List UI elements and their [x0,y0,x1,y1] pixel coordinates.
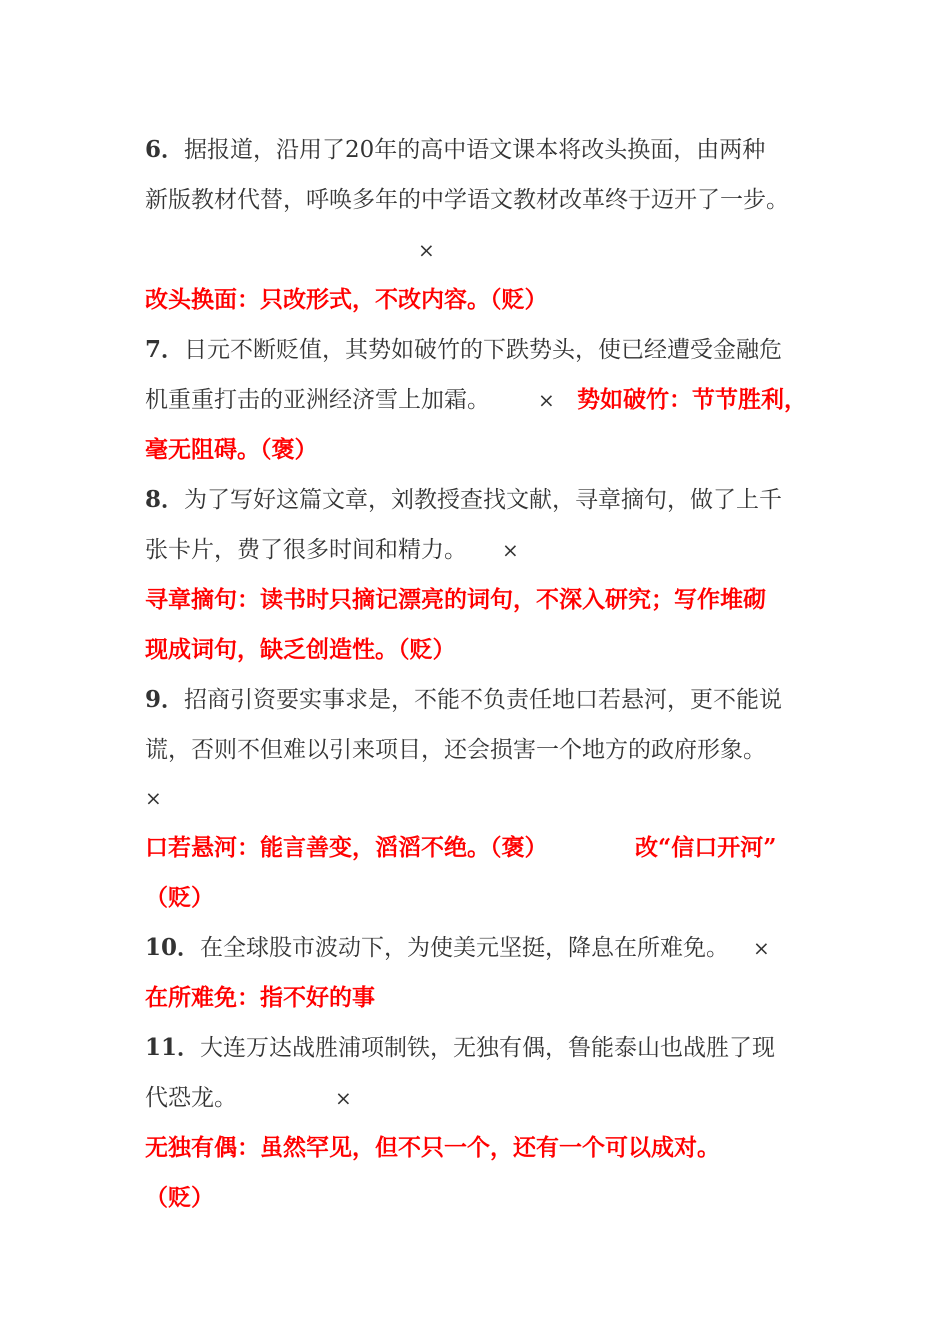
item-8-line-1 [145,485,782,515]
item-11-line-2 [145,1083,237,1113]
item-8-explanation-cont: 现成词句，缺乏创造性。（贬） [145,636,456,663]
item-7-line-1 [145,335,782,365]
item-number: 11． [145,1034,201,1061]
item-7-explanation-cont: 毫无阻碍。（褒） [145,436,318,463]
item-number: 7． [145,336,185,363]
wrong-mark: × [538,388,555,412]
item-number: 9． [145,686,185,713]
item-7-line-2 [145,385,490,415]
item-sentence: 日元不断贬值，其势如破竹的下跌势头，使已经遭受金融危 [184,337,783,363]
item-8-explanation: 寻章摘句：读书时只摘记漂亮的词句，不深入研究；写作堆砌 [145,586,766,613]
item-10-explanation: 在所难免：指不好的事 [145,984,375,1011]
item-9-line-1 [145,685,782,715]
wrong-mark: × [145,786,162,810]
item-sentence: 代恐龙。 [145,1085,237,1111]
item-8-line-2 [145,535,467,565]
item-sentence: 张卡片，费了很多时间和精力。 [145,537,467,563]
wrong-mark: × [753,936,770,960]
item-sentence: 据报道，沿用了20年的高中语文课本将改头换面，由两种 [184,137,766,163]
item-sentence: 大连万达战胜浦项制铁，无独有偶，鲁能泰山也战胜了现 [200,1035,776,1061]
item-sentence: 为了写好这篇文章，刘教授查找文献，寻章摘句，做了上千 [184,487,783,513]
item-number: 10． [145,934,201,961]
item-sentence: 新版教材代替，呼唤多年的中学语文教材改革终于迈开了一步。 [145,187,789,213]
item-6-line-1 [145,135,765,165]
item-11-explanation-cont: （贬） [145,1184,214,1211]
item-9-explanation-cont: （贬） [145,884,214,911]
item-9-line-2 [145,735,766,765]
item-9-correction: 改“信口开河” [635,834,777,861]
item-9-explanation: 口若悬河：能言善变，滔滔不绝。（褒） [145,834,548,861]
item-number: 6． [145,136,185,163]
item-sentence: 在全球股市波动下，为使美元坚挺，降息在所难免。 [200,935,730,961]
wrong-mark: × [335,1086,352,1110]
wrong-mark: × [418,238,435,262]
item-6-explanation: 改头换面：只改形式，不改内容。（贬） [145,286,548,313]
wrong-mark: × [502,538,519,562]
item-6-line-2 [145,185,789,215]
item-11-line-1 [145,1033,775,1063]
item-sentence: 机重重打击的亚洲经济雪上加霜。 [145,387,490,413]
item-10-line-1 [145,933,729,963]
item-number: 8． [145,486,185,513]
item-7-explanation: 势如破竹：节节胜利， [577,386,807,413]
item-11-explanation: 无独有偶：虽然罕见，但不只一个，还有一个可以成对。 [145,1134,720,1161]
item-sentence: 招商引资要实事求是，不能不负责任地口若悬河，更不能说 [184,687,783,713]
item-sentence: 谎，否则不但难以引来项目，还会损害一个地方的政府形象。 [145,737,766,763]
